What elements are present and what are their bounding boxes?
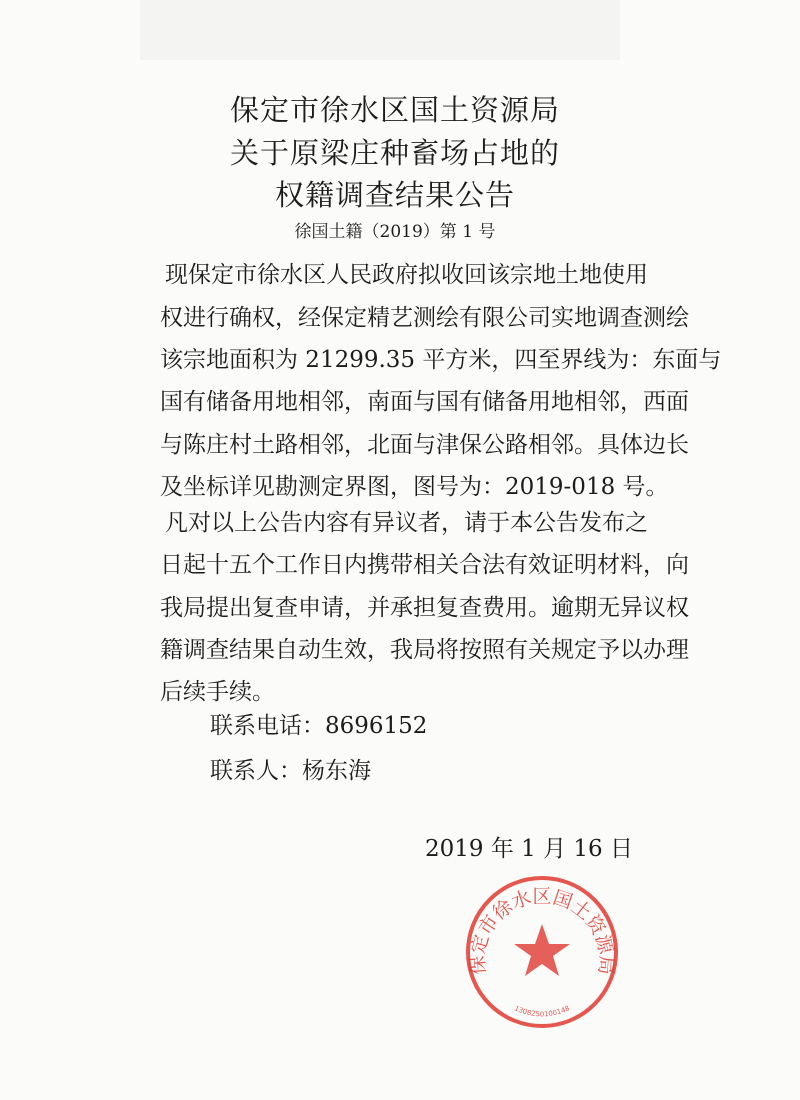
svg-text:1308250100148 (513, 1004, 571, 1018)
paragraph1-line: 及坐标详见勘测定界图，图号为：2019-018 号。 (160, 474, 669, 500)
date: 2019 年 1 月 16 日 (425, 836, 633, 862)
paragraph1-line: 权进行确权，经保定精艺测绘有限公司实地调查测绘 (160, 305, 689, 331)
paragraph2-line: 籍调查结果自动生效，我局将按照有关规定予以办理 (160, 637, 689, 663)
paragraph2-line: 日起十五个工作日内携带相关合法有效证明材料，向 (160, 552, 689, 578)
paragraph1-line: 该宗地面积为 21299.35 平方米，四至界线为：东面与 (160, 347, 722, 373)
paragraph1-line: 国有储备用地相邻，南面与国有储备用地相邻，西面 (160, 389, 689, 415)
paragraph2-line: 我局提出复查申请，并承担复查费用。逾期无异议权 (160, 595, 689, 621)
title-line-1: 保定市徐水区国土资源局 (229, 93, 560, 127)
contact-person: 联系人：杨东海 (210, 758, 371, 784)
paragraph2-line: 凡对以上公告内容有异议者，请于本公告发布之 (165, 510, 648, 536)
title-line-2: 关于原梁庄种畜场占地的 (229, 136, 560, 170)
paragraph2-line: 后续手续。 (160, 679, 275, 705)
contact-phone: 联系电话：8696152 (210, 713, 428, 739)
scan-bleed (140, 0, 620, 60)
paragraph1-line: 与陈庄村土路相邻，北面与津保公路相邻。具体边长 (160, 432, 689, 458)
document-number: 徐国土籍（2019）第 1 号 (294, 222, 496, 242)
official-seal (462, 872, 622, 1032)
paragraph1-line: 现保定市徐水区人民政府拟收回该宗地土地使用 (165, 262, 648, 288)
seal-code: 1308250100148 (513, 1004, 571, 1019)
seal-text: 保定市徐水区国土资源局 (466, 885, 618, 976)
star-icon (514, 924, 570, 976)
title-line-3: 权籍调查结果公告 (274, 178, 515, 212)
